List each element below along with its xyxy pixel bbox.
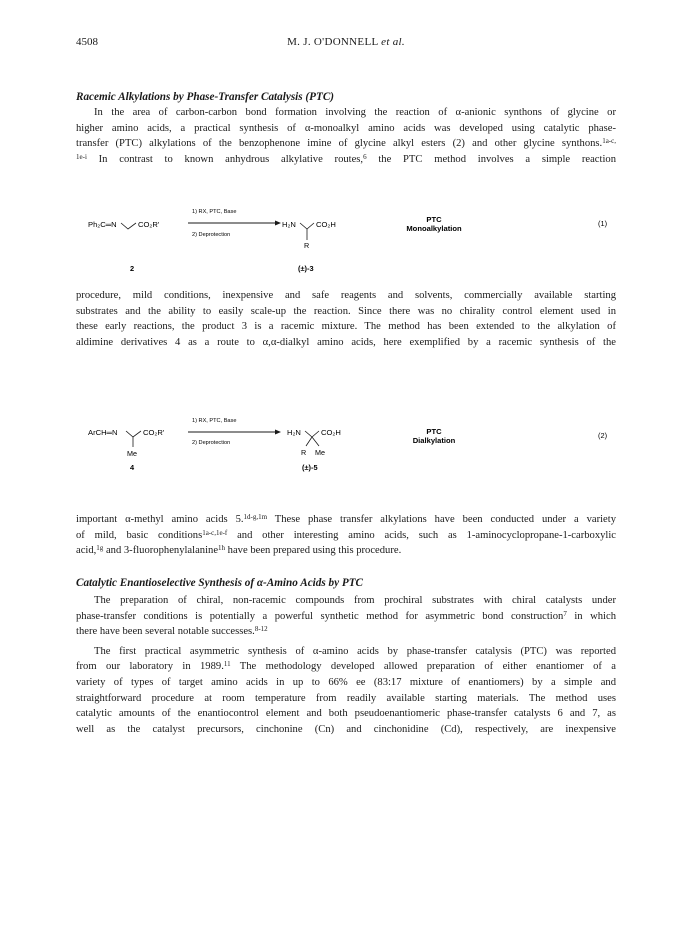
page-number: 4508 <box>76 36 98 48</box>
paragraph-line: higher amino acids, a practical synthesis of α-monoalkyl amino acids was developed using catalytic phase- <box>76 122 616 134</box>
equation-number-1: (1) <box>598 219 608 228</box>
product-5-substituent: R <box>301 448 307 457</box>
reagent-step-1: 1) RX, PTC, Base <box>192 209 237 215</box>
paragraph-line: aldimine derivatives 4 as a route to α,α-dialkyl amino acids, here exemplified by a racemic synthesis of the <box>76 336 616 348</box>
product-3-acid: CO₂H <box>316 220 336 229</box>
compound-label-4: 4 <box>130 463 135 472</box>
running-header-authors: M. J. O'DONNELL et al. <box>287 36 405 48</box>
section-heading-racemic: Racemic Alkylations by Phase-Transfer Catalysis (PTC) <box>76 91 335 103</box>
paragraph-line: procedure, mild conditions, inexpensive and safe reagents and solvents, commercially available starting <box>76 290 616 301</box>
section-racemic <box>76 90 616 167</box>
citation: 6 <box>363 152 367 161</box>
reaction-scheme-2 <box>76 410 636 490</box>
paragraph-line: In the area of carbon-carbon bond formation involving the reaction of α-anionic synthons of glycine or <box>94 107 616 118</box>
reactant-2-ester: CO₂R' <box>138 220 160 229</box>
paragraph-line: The preparation of chiral, non-racemic compounds from prochiral substrates with chiral catalysts under <box>94 595 616 606</box>
product-5-amine: H₂N <box>287 428 301 437</box>
paragraph-line: well as the catalyst precursors, cinchonine (Cn) and cinchonidine (Cd), respectively, are inexpensive <box>76 723 616 735</box>
product-5-acid: CO₂H <box>321 428 341 437</box>
reaction-type-monoalkylation: Monoalkylation <box>406 224 462 233</box>
paragraph-line: from our laboratory in 1989.11 The methodology developed allowed preparation of either enantiomer of a <box>76 660 616 673</box>
citation: 7 <box>563 609 567 618</box>
reactant-2-imine: Ph₂C═N <box>88 220 117 229</box>
section-enantioselective <box>76 576 616 737</box>
citation: 1h <box>218 544 226 553</box>
citation: 11 <box>223 660 231 669</box>
paragraph-line: The first practical asymmetric synthesis of α-amino acids by phase-transfer catalysis (PTC) was reported <box>94 645 616 657</box>
paragraph-line <box>76 152 616 168</box>
citation: 1e-i <box>76 152 87 161</box>
arrow-head <box>275 430 281 435</box>
reaction-scheme-1 <box>76 196 636 276</box>
paragraph-line: important α-methyl amino acids 5.$^{1d-g,1m}$ These phase transfer alkylations have been conducted under a variety <box>76 513 616 525</box>
reaction-type-ptc: PTC <box>426 427 442 436</box>
paragraph-line: substrates and the ability to easily scale-up the reaction. Since there was no chirality control element used in <box>76 305 616 317</box>
bond <box>126 431 141 437</box>
paragraph-text: In contrast to known anhydrous alkylative routes, <box>98 153 364 165</box>
citation: 1d-g,1m <box>243 513 268 521</box>
reaction-type-ptc: PTC <box>426 215 442 224</box>
running-header <box>76 36 616 52</box>
product-5-methyl: Me <box>315 448 325 457</box>
reactant-4-ester: CO₂R' <box>143 428 165 437</box>
reaction-type-dialkylation: Dialkylation <box>412 436 456 445</box>
reactant-4-imine: ArCH═N <box>88 428 118 437</box>
paragraph-line: catalytic amounts of the enantiocontrol element and both pseudoenantiomeric phase-transfer catalysts 6 and 7, as <box>76 708 616 720</box>
paragraph-text: the PTC method involves a simple reaction <box>366 153 616 165</box>
citation: 1a-c, <box>602 137 616 146</box>
bond <box>312 437 319 446</box>
bond <box>306 437 312 446</box>
product-3-amine: H₂N <box>282 220 296 229</box>
reagent-step-1: 1) RX, PTC, Base <box>192 418 237 424</box>
reagent-step-2: 2) Deprotection <box>192 232 231 238</box>
compound-label-3: (±)-3 <box>298 264 314 273</box>
product-3-substituent: R <box>304 241 310 250</box>
paragraph-line: transfer (PTC) alkylations of the benzophenone imine of glycine alkyl esters (2) and other glycine synthons.$^{1a-c,}$ <box>76 137 616 150</box>
paragraph-racemic-3 <box>76 512 616 559</box>
reactant-4-methyl: Me <box>127 449 137 458</box>
compound-label-2: 2 <box>130 264 135 273</box>
paragraph-racemic-2 <box>76 288 616 350</box>
paragraph-line: of mild, basic conditions$^{1a-c,1e-f}$ and other interesting amino acids, such as 1-aminocyclopropane-1-carboxylic <box>76 528 617 541</box>
bond <box>121 223 136 229</box>
reagent-step-2: 2) Deprotection <box>192 440 231 446</box>
bond <box>300 223 314 229</box>
paragraph-line: acid,$^{1g}$ and 3-fluorophenylalanine$^{1h}$ have been prepared using this procedure. <box>76 544 402 557</box>
paragraph-line: variety of types of target amino acids in up to 66% ee (83:17 mixture of enantiomers) by a simple and <box>76 676 616 688</box>
arrow-head <box>275 221 281 226</box>
citation: 8-12 <box>254 625 268 634</box>
bond <box>305 431 319 437</box>
compound-label-5: (±)-5 <box>302 463 318 472</box>
paragraph-line: straightforward procedure at room temperature from readily available starting materials. The method uses <box>76 692 616 704</box>
citation: 1g <box>96 544 104 553</box>
paragraph-line: phase-transfer conditions is potentially a powerful synthetic method for asymmetric bond construction$^7$ in which <box>76 609 616 622</box>
citation: 1a-c,1e-f <box>202 528 228 537</box>
scheme-1-drawing <box>76 196 636 276</box>
paragraph-line: there have been several notable successes.$^{8-12}$ <box>76 625 268 638</box>
scheme-2-drawing <box>76 410 636 490</box>
paragraph-line: these early reactions, the product 3 is a racemic mixture. The method has been extended to the alkylation of <box>76 321 616 333</box>
section-heading-enantioselective: Catalytic Enantioselective Synthesis of α-Amino Acids by PTC <box>76 577 364 589</box>
equation-number-2: (2) <box>598 431 608 440</box>
